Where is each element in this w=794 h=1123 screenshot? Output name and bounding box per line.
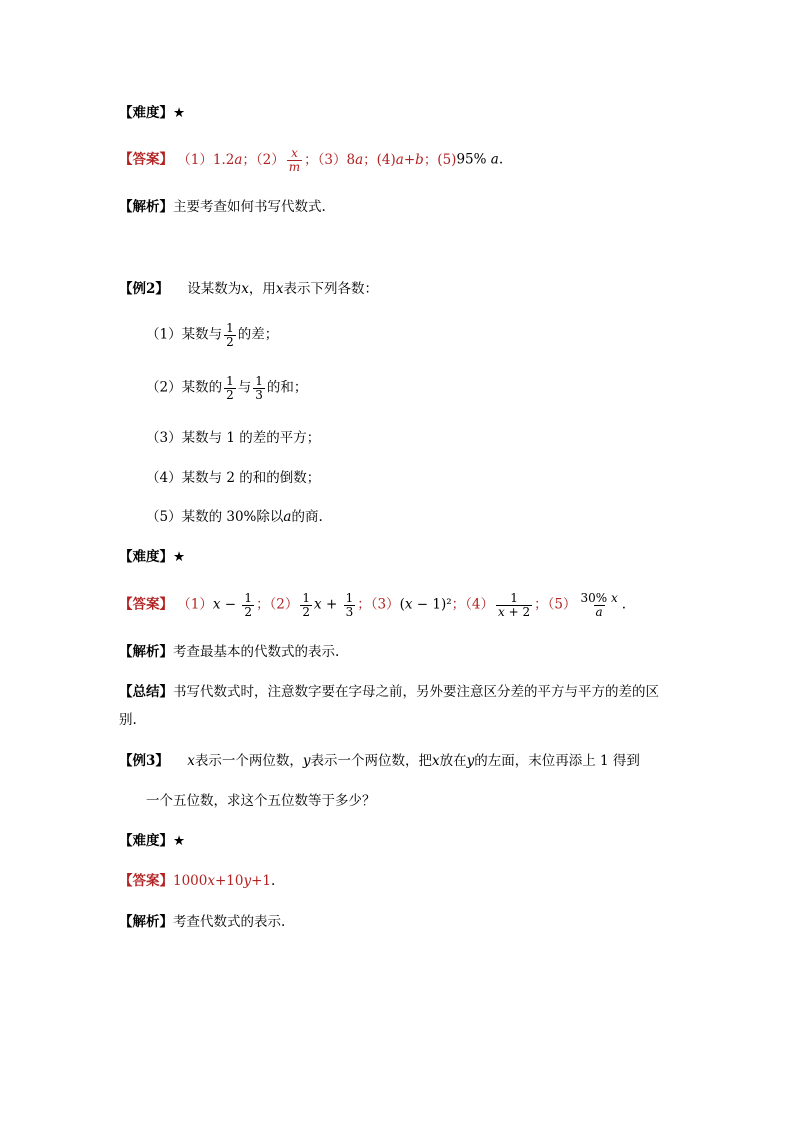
question-text: 的和； xyxy=(266,379,308,396)
question-text: 的左面，末位再添上 1 得到 xyxy=(474,753,640,769)
star-rating: ★ xyxy=(173,833,186,849)
question-text: 表示一个两位数，把 xyxy=(310,753,432,769)
difficulty-label: 【难度】 xyxy=(119,105,173,121)
answer-part: ；（3） xyxy=(357,596,400,613)
var-x: x xyxy=(212,596,221,613)
analysis-line-3 xyxy=(119,916,285,930)
summary-line-1 xyxy=(119,686,659,700)
var-a: a xyxy=(283,509,292,525)
example2-q2 xyxy=(146,375,307,401)
fraction-x-over-m xyxy=(287,147,302,173)
fraction-1-3 xyxy=(344,592,356,618)
answer-part: +10 xyxy=(214,873,244,889)
fraction-1-2 xyxy=(300,592,312,618)
summary-text: 书写代数式时，注意数字要在字母之前，另外要注意区分差的平方与平方的差的区 xyxy=(173,684,659,700)
denominator: 2 xyxy=(302,604,311,619)
expr: 30% xyxy=(580,591,608,605)
expr: + 2 xyxy=(504,604,531,619)
analysis-text: 考查代数式的表示. xyxy=(173,914,286,930)
paren: ( xyxy=(399,596,405,613)
numerator: 1 xyxy=(226,321,234,335)
numerator: 1 xyxy=(226,374,234,388)
denominator: 2 xyxy=(226,334,234,349)
var-y: y xyxy=(466,753,475,769)
question-text: 放在 xyxy=(439,753,467,769)
answer-part: +1 xyxy=(251,873,272,889)
intro-text: 设某数为 xyxy=(187,281,242,297)
fraction-1-over-x-plus-2 xyxy=(496,592,532,618)
question-text: （3）某数与 1 的差的平方； xyxy=(146,430,321,446)
var-x: x xyxy=(404,596,413,613)
var-x: x xyxy=(431,753,440,769)
question-text: 表示一个两位数， xyxy=(194,753,303,769)
var-b: b xyxy=(415,151,424,168)
var-x: x xyxy=(610,591,618,605)
difficulty-line-2 xyxy=(119,551,185,565)
analysis-line-2 xyxy=(119,646,339,660)
summary-text: 别. xyxy=(119,712,137,728)
numerator: 1 xyxy=(255,374,263,388)
denominator: 3 xyxy=(255,387,263,402)
answer-line-1 xyxy=(119,147,503,173)
denominator xyxy=(496,605,532,619)
minus: − xyxy=(220,596,241,613)
answer-part: 95% xyxy=(456,151,487,168)
var-x: x xyxy=(207,873,215,889)
answer-part: （1）1.2 xyxy=(177,151,235,168)
period: . xyxy=(498,151,504,168)
var-x: x xyxy=(275,281,284,297)
summary-label: 【总结】 xyxy=(119,684,173,700)
example3-question-line-1 xyxy=(119,755,640,769)
var-x: x xyxy=(241,281,249,297)
example2-q1 xyxy=(146,322,278,348)
denominator: 2 xyxy=(244,604,253,619)
difficulty-label: 【难度】 xyxy=(119,549,173,565)
analysis-text: 主要考查如何书写代数式. xyxy=(173,199,326,215)
question-text: （5）某数的 30%除以 xyxy=(146,509,284,525)
analysis-line-1 xyxy=(119,201,326,215)
fraction-1-2 xyxy=(242,592,254,618)
answer-part: ；(5) xyxy=(423,151,457,168)
question-text: 与 xyxy=(237,379,252,396)
example3-label: 【例3】 xyxy=(119,753,169,769)
answer-part: ；（2） xyxy=(256,596,299,613)
var-a: a xyxy=(490,151,499,168)
difficulty-line-1 xyxy=(119,107,185,121)
answer-part: 1000 xyxy=(173,873,208,889)
fraction-1-2 xyxy=(224,322,236,348)
answer-1-text xyxy=(177,146,457,174)
numerator: 1 xyxy=(345,591,354,605)
numerator: 1 xyxy=(244,591,253,605)
fraction-1-3 xyxy=(253,375,265,401)
analysis-text: 考查最基本的代数式的表示. xyxy=(173,644,340,660)
analysis-label: 【解析】 xyxy=(119,914,173,930)
answer-label: 【答案】 xyxy=(119,151,173,168)
example2-intro xyxy=(119,283,378,297)
intro-text: 表示下列各数： xyxy=(283,281,378,297)
question-text: （4）某数与 2 的和的倒数； xyxy=(146,470,321,486)
answer-part: ；(4) xyxy=(363,151,396,168)
denominator: 3 xyxy=(345,604,354,619)
example2-q4 xyxy=(146,472,320,486)
answer-label: 【答案】 xyxy=(119,873,173,889)
fraction-30pct-x-over-a xyxy=(578,592,619,618)
var-x: x xyxy=(497,604,505,619)
denominator: 2 xyxy=(226,387,234,402)
difficulty-line-3 xyxy=(119,835,185,849)
answer-label: 【答案】 xyxy=(119,596,173,613)
numerator: x xyxy=(291,146,298,160)
answer-part: （1） xyxy=(177,596,213,613)
answer-part: ；（4） xyxy=(451,596,494,613)
var-a: a xyxy=(234,151,243,168)
var-a: a xyxy=(355,151,364,168)
example2-q3 xyxy=(146,432,320,446)
question-text: 的商. xyxy=(291,509,323,525)
example2-q5 xyxy=(146,511,323,525)
question-text: （1）某数与 xyxy=(146,326,223,343)
analysis-label: 【解析】 xyxy=(119,199,173,215)
var-x: x xyxy=(314,596,322,613)
plus: + xyxy=(321,596,342,613)
intro-text: ，用 xyxy=(248,281,276,297)
example3-question-line-2 xyxy=(146,795,376,809)
denominator: a xyxy=(595,604,603,619)
fraction-1-2 xyxy=(224,375,236,401)
var-y: y xyxy=(243,873,252,889)
summary-line-2 xyxy=(119,714,137,728)
expr: − 1)² xyxy=(412,596,452,613)
answer-part: ；（3）8 xyxy=(304,151,356,168)
star-rating: ★ xyxy=(173,549,186,565)
var-x: x xyxy=(187,753,195,769)
example2-label: 【例2】 xyxy=(119,281,169,297)
plus: + xyxy=(403,151,416,168)
denominator: m xyxy=(288,159,301,174)
numerator: 1 xyxy=(510,591,518,605)
star-rating: ★ xyxy=(173,105,186,121)
answer-part: ；（5） xyxy=(534,596,577,613)
answer-line-2 xyxy=(119,592,626,618)
answer-part: ；（2） xyxy=(242,151,285,168)
var-a: a xyxy=(395,151,404,168)
question-text: （2）某数的 xyxy=(146,379,223,396)
answer-line-3 xyxy=(119,875,275,889)
numerator xyxy=(578,592,619,605)
numerator: 1 xyxy=(302,591,311,605)
period: . xyxy=(271,873,276,889)
var-y: y xyxy=(302,753,311,769)
answer-2-text xyxy=(177,597,213,613)
question-text: 一个五位数，求这个五位数等于多少？ xyxy=(146,793,376,809)
difficulty-label: 【难度】 xyxy=(119,833,173,849)
analysis-label: 【解析】 xyxy=(119,644,173,660)
period: . xyxy=(621,596,627,613)
question-text: 的差； xyxy=(237,326,279,343)
